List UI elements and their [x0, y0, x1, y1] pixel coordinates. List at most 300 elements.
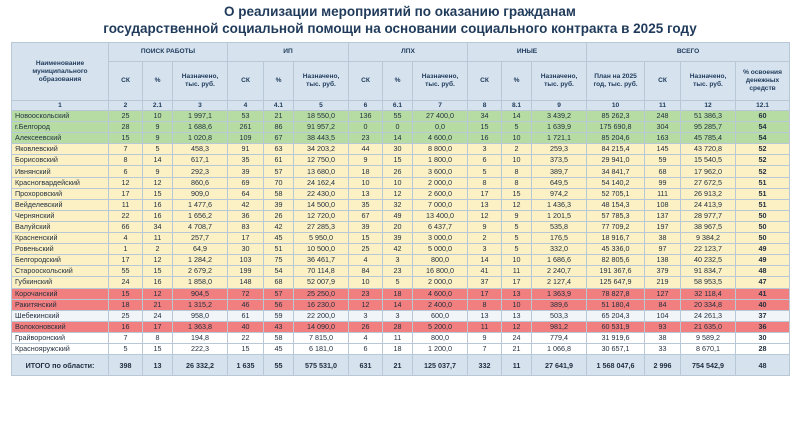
- table-cell: 111: [645, 188, 681, 199]
- table-cell: 18 550,0: [294, 111, 349, 122]
- table-cell: 13: [468, 310, 502, 321]
- header-pct: %: [383, 62, 413, 101]
- table-cell: 11: [502, 266, 532, 277]
- table-cell: 60 531,9: [587, 321, 645, 332]
- table-cell: 10: [349, 177, 383, 188]
- table-cell: 389,6: [532, 299, 587, 310]
- table-cell: 61: [228, 310, 264, 321]
- utilization-percent: 51: [736, 177, 790, 188]
- table-cell: 68: [264, 277, 294, 288]
- table-cell: 44: [349, 144, 383, 155]
- table-cell: 32: [383, 199, 413, 210]
- table-cell: 3: [383, 255, 413, 266]
- title-line-1: О реализации мероприятий по оказанию гражданам: [224, 4, 576, 19]
- table-cell: 145: [645, 144, 681, 155]
- total-cell: 754 542,9: [681, 355, 736, 376]
- table-cell: 248: [645, 111, 681, 122]
- table-cell: 2 000,0: [413, 277, 468, 288]
- table-cell: 57: [264, 288, 294, 299]
- table-cell: 23: [349, 288, 383, 299]
- municipality-name: Шебекинский: [12, 310, 109, 321]
- table-cell: 21: [264, 111, 294, 122]
- header-assigned: Назначено, тыс. руб.: [173, 62, 228, 101]
- municipality-name: Краснояружский: [12, 343, 109, 354]
- table-cell: 3 000,0: [413, 233, 468, 244]
- table-cell: 70 114,8: [294, 266, 349, 277]
- table-cell: 176,5: [532, 233, 587, 244]
- utilization-percent: 40: [736, 299, 790, 310]
- table-cell: 84: [645, 299, 681, 310]
- table-cell: 5: [502, 233, 532, 244]
- table-row: [12, 210, 790, 221]
- header-job-search: ПОИСК РАБОТЫ: [109, 43, 228, 62]
- table-cell: 59: [264, 310, 294, 321]
- table-cell: 125 647,9: [587, 277, 645, 288]
- table-cell: 85 204,6: [587, 133, 645, 144]
- table-cell: 3 439,2: [532, 111, 587, 122]
- table-cell: 97: [645, 244, 681, 255]
- total-cell: 1 635: [228, 355, 264, 376]
- table-cell: 26: [349, 321, 383, 332]
- table-cell: 15: [143, 188, 173, 199]
- table-cell: 137: [645, 210, 681, 221]
- table-cell: 22 430,0: [294, 188, 349, 199]
- table-cell: 13: [468, 199, 502, 210]
- table-cell: 21: [143, 299, 173, 310]
- table-cell: 1 688,6: [173, 122, 228, 133]
- table-cell: 27 672,5: [681, 177, 736, 188]
- municipality-name: г.Белгород: [12, 122, 109, 133]
- table-cell: 40 232,5: [681, 255, 736, 266]
- utilization-percent: 30: [736, 332, 790, 343]
- municipality-name: Вейделевский: [12, 199, 109, 210]
- table-cell: 800,0: [413, 255, 468, 266]
- table-cell: 219: [645, 277, 681, 288]
- table-cell: 67: [349, 210, 383, 221]
- table-cell: 16: [109, 321, 143, 332]
- table-cell: 42: [264, 221, 294, 232]
- table-cell: 64,9: [173, 244, 228, 255]
- table-cell: 53: [228, 111, 264, 122]
- table-row: [12, 166, 790, 177]
- column-number: 9: [532, 101, 587, 111]
- table-cell: 34: [468, 111, 502, 122]
- table-cell: 28: [383, 321, 413, 332]
- table-cell: 222,3: [173, 343, 228, 354]
- table-cell: 30: [228, 244, 264, 255]
- table-cell: 5: [502, 244, 532, 255]
- table-cell: 26: [264, 210, 294, 221]
- column-number: 11: [645, 101, 681, 111]
- table-cell: 5: [383, 277, 413, 288]
- table-cell: 25: [109, 111, 143, 122]
- table-cell: 13 680,0: [294, 166, 349, 177]
- table-cell: 15: [109, 288, 143, 299]
- header-sk: СК: [349, 62, 383, 101]
- table-cell: 4 708,7: [173, 221, 228, 232]
- table-cell: 12: [109, 177, 143, 188]
- table-cell: 8: [143, 332, 173, 343]
- table-cell: 12: [502, 199, 532, 210]
- table-cell: 17: [468, 288, 502, 299]
- table-cell: 1 020,8: [173, 133, 228, 144]
- table-cell: 1: [109, 244, 143, 255]
- table-cell: 38: [645, 233, 681, 244]
- table-cell: 13: [502, 310, 532, 321]
- table-cell: 197: [645, 221, 681, 232]
- table-cell: 70: [264, 177, 294, 188]
- utilization-percent: 60: [736, 111, 790, 122]
- table-cell: 36: [228, 210, 264, 221]
- total-cell: 21: [383, 355, 413, 376]
- table-cell: 91 957,2: [294, 122, 349, 133]
- column-number: 8: [468, 101, 502, 111]
- utilization-percent: 52: [736, 155, 790, 166]
- table-cell: 17: [228, 233, 264, 244]
- total-row: [12, 355, 790, 376]
- table-cell: 17 962,0: [681, 166, 736, 177]
- table-cell: 9 384,2: [681, 233, 736, 244]
- table-cell: 20 334,8: [681, 299, 736, 310]
- table-cell: 18: [109, 299, 143, 310]
- table-cell: 10: [349, 277, 383, 288]
- table-cell: 3 600,0: [413, 166, 468, 177]
- table-cell: 17: [109, 188, 143, 199]
- table-row: [12, 310, 790, 321]
- table-cell: 35: [349, 199, 383, 210]
- column-number: 4: [228, 101, 264, 111]
- table-cell: 13: [349, 188, 383, 199]
- table-cell: 22 123,7: [681, 244, 736, 255]
- table-cell: 4: [349, 332, 383, 343]
- utilization-percent: 49: [736, 255, 790, 266]
- table-cell: 8: [109, 155, 143, 166]
- table-cell: 16: [143, 277, 173, 288]
- table-cell: 11: [143, 233, 173, 244]
- table-cell: 10: [502, 155, 532, 166]
- table-cell: 21: [502, 343, 532, 354]
- utilization-percent: 41: [736, 288, 790, 299]
- table-cell: 8: [502, 166, 532, 177]
- table-row: [12, 332, 790, 343]
- municipality-name: Яковлевский: [12, 144, 109, 155]
- table-cell: 38 967,5: [681, 221, 736, 232]
- table-cell: 2 679,2: [173, 266, 228, 277]
- utilization-percent: 49: [736, 244, 790, 255]
- table-cell: 18 916,7: [587, 233, 645, 244]
- table-cell: 37: [468, 277, 502, 288]
- table-cell: 63: [264, 144, 294, 155]
- table-cell: 17: [502, 277, 532, 288]
- column-number: 12: [681, 101, 736, 111]
- table-cell: 191 367,6: [587, 266, 645, 277]
- table-cell: 981,2: [532, 321, 587, 332]
- table-cell: 54 140,2: [587, 177, 645, 188]
- utilization-percent: 50: [736, 221, 790, 232]
- table-cell: 904,5: [173, 288, 228, 299]
- table-cell: 15: [228, 343, 264, 354]
- table-cell: 15: [349, 233, 383, 244]
- table-cell: 34: [143, 221, 173, 232]
- table-cell: 57: [264, 166, 294, 177]
- header-assigned: Назначено, тыс. руб.: [532, 62, 587, 101]
- table-cell: 12: [468, 210, 502, 221]
- table-cell: 43 720,8: [681, 144, 736, 155]
- table-cell: 617,1: [173, 155, 228, 166]
- table-cell: 15: [109, 133, 143, 144]
- table-cell: 33: [645, 343, 681, 354]
- table-row: [12, 111, 790, 122]
- data-table: [11, 42, 790, 376]
- table-cell: 8: [502, 177, 532, 188]
- table-cell: 59: [645, 155, 681, 166]
- table-cell: 5: [143, 144, 173, 155]
- table-cell: 9 589,2: [681, 332, 736, 343]
- table-cell: 66: [109, 221, 143, 232]
- table-cell: 10: [502, 255, 532, 266]
- table-cell: 1 656,2: [173, 210, 228, 221]
- table-cell: 5 950,0: [294, 233, 349, 244]
- table-cell: 1 858,0: [173, 277, 228, 288]
- table-cell: 14 090,0: [294, 321, 349, 332]
- table-cell: 8 800,0: [413, 144, 468, 155]
- table-cell: 12: [502, 321, 532, 332]
- table-row: [12, 144, 790, 155]
- municipality-name: Новооскольский: [12, 111, 109, 122]
- total-cell: 26 332,2: [173, 355, 228, 376]
- header-sk: СК: [109, 62, 143, 101]
- utilization-percent: 36: [736, 321, 790, 332]
- table-cell: 12 720,0: [294, 210, 349, 221]
- table-cell: 8: [468, 299, 502, 310]
- table-cell: 8 670,1: [681, 343, 736, 354]
- table-cell: 17: [109, 255, 143, 266]
- column-number: 7: [413, 101, 468, 111]
- table-cell: 99: [645, 177, 681, 188]
- table-cell: 10 500,0: [294, 244, 349, 255]
- table-cell: 26 913,2: [681, 188, 736, 199]
- table-cell: 1 201,5: [532, 210, 587, 221]
- table-cell: 0: [349, 122, 383, 133]
- header-name: Наименование муниципального образования: [12, 43, 109, 101]
- table-cell: 14: [468, 255, 502, 266]
- utilization-percent: 52: [736, 144, 790, 155]
- total-label: ИТОГО по области:: [12, 355, 109, 376]
- table-cell: 11: [468, 321, 502, 332]
- table-row: [12, 277, 790, 288]
- total-cell: 398: [109, 355, 143, 376]
- total-cell: 55: [264, 355, 294, 376]
- table-cell: 6: [109, 166, 143, 177]
- column-number-row: [12, 101, 790, 111]
- table-cell: 7: [109, 332, 143, 343]
- table-cell: 48 154,3: [587, 199, 645, 210]
- table-cell: 12: [143, 255, 173, 266]
- table-cell: 22: [228, 332, 264, 343]
- column-number: 2.1: [143, 101, 173, 111]
- table-cell: 11: [109, 199, 143, 210]
- column-number: 10: [587, 101, 645, 111]
- table-cell: 127: [645, 288, 681, 299]
- table-cell: 22: [109, 210, 143, 221]
- table-cell: 1 686,6: [532, 255, 587, 266]
- table-cell: 5 200,0: [413, 321, 468, 332]
- table-cell: 75: [264, 255, 294, 266]
- municipality-name: Чернянский: [12, 210, 109, 221]
- table-cell: 30: [383, 144, 413, 155]
- table-cell: 5: [109, 343, 143, 354]
- table-cell: 84 215,4: [587, 144, 645, 155]
- table-cell: 257,7: [173, 233, 228, 244]
- municipality-name: Валуйский: [12, 221, 109, 232]
- table-cell: 2 400,0: [413, 299, 468, 310]
- column-number: 1: [12, 101, 109, 111]
- total-cell: 2 996: [645, 355, 681, 376]
- table-cell: 17: [143, 321, 173, 332]
- table-cell: 909,0: [173, 188, 228, 199]
- table-cell: 194,8: [173, 332, 228, 343]
- table-cell: 18: [383, 288, 413, 299]
- table-cell: 292,3: [173, 166, 228, 177]
- table-cell: 23: [349, 133, 383, 144]
- header-sk: СК: [228, 62, 264, 101]
- table-cell: 72: [228, 288, 264, 299]
- table-cell: 108: [645, 199, 681, 210]
- table-cell: 1 721,1: [532, 133, 587, 144]
- table-cell: 3: [383, 310, 413, 321]
- table-cell: 55: [109, 266, 143, 277]
- utilization-percent: 51: [736, 188, 790, 199]
- table-cell: 1 477,6: [173, 199, 228, 210]
- table-cell: 332,0: [532, 244, 587, 255]
- table-cell: 5 000,0: [413, 244, 468, 255]
- table-cell: 2 240,7: [532, 266, 587, 277]
- table-cell: 5: [502, 122, 532, 133]
- municipality-name: Ровеньский: [12, 244, 109, 255]
- table-cell: 8: [468, 177, 502, 188]
- table-cell: 15: [143, 266, 173, 277]
- column-number: 4.1: [264, 101, 294, 111]
- header-assigned: Назначено, тыс. руб.: [413, 62, 468, 101]
- table-cell: 2: [502, 144, 532, 155]
- column-number: 8.1: [502, 101, 532, 111]
- table-cell: 7 815,0: [294, 332, 349, 343]
- table-row: [12, 233, 790, 244]
- table-cell: 18: [349, 166, 383, 177]
- table-cell: 24 261,3: [681, 310, 736, 321]
- table-cell: 136: [349, 111, 383, 122]
- total-cell: 48: [736, 355, 790, 376]
- table-cell: 40: [228, 321, 264, 332]
- table-cell: 860,6: [173, 177, 228, 188]
- table-cell: 24: [502, 332, 532, 343]
- municipality-name: Корочанский: [12, 288, 109, 299]
- table-cell: 12: [383, 188, 413, 199]
- municipality-name: Ивнянский: [12, 166, 109, 177]
- table-cell: 1 639,9: [532, 122, 587, 133]
- utilization-percent: 47: [736, 277, 790, 288]
- utilization-percent: 51: [736, 199, 790, 210]
- table-cell: 6: [349, 343, 383, 354]
- title-line-2: государственной социальной помощи на основании социального контракта в 2025 году: [103, 21, 697, 36]
- sub-header-row: [12, 62, 790, 101]
- table-cell: 9: [349, 155, 383, 166]
- table-cell: 7: [468, 343, 502, 354]
- table-cell: 45: [264, 343, 294, 354]
- table-cell: 2 000,0: [413, 177, 468, 188]
- table-cell: 2 127,4: [532, 277, 587, 288]
- table-cell: 259,3: [532, 144, 587, 155]
- table-cell: 36 461,7: [294, 255, 349, 266]
- table-cell: 27 400,0: [413, 111, 468, 122]
- table-row: [12, 122, 790, 133]
- table-row: [12, 288, 790, 299]
- table-cell: 11: [383, 332, 413, 343]
- table-row: [12, 321, 790, 332]
- table-cell: 45 785,4: [681, 133, 736, 144]
- table-cell: 1 284,2: [173, 255, 228, 266]
- table-cell: 68: [645, 166, 681, 177]
- table-cell: 39: [349, 221, 383, 232]
- table-cell: 7 000,0: [413, 199, 468, 210]
- table-cell: 95 285,7: [681, 122, 736, 133]
- table-cell: 45 336,0: [587, 244, 645, 255]
- table-cell: 15: [502, 188, 532, 199]
- table-cell: 9: [143, 166, 173, 177]
- table-cell: 28 977,7: [681, 210, 736, 221]
- table-row: [12, 199, 790, 210]
- table-row: [12, 255, 790, 266]
- header-sk: СК: [645, 62, 681, 101]
- table-cell: 38 443,5: [294, 133, 349, 144]
- table-cell: 15 540,5: [681, 155, 736, 166]
- municipality-name: Алексеевский: [12, 133, 109, 144]
- table-row: [12, 155, 790, 166]
- table-cell: 29 941,0: [587, 155, 645, 166]
- municipality-name: Красногвардейский: [12, 177, 109, 188]
- table-cell: 109: [228, 133, 264, 144]
- table-cell: 16: [143, 210, 173, 221]
- table-cell: 4 600,0: [413, 288, 468, 299]
- table-cell: 77 709,2: [587, 221, 645, 232]
- group-header-row: [12, 43, 790, 62]
- table-cell: 0,0: [413, 122, 468, 133]
- column-number: 12.1: [736, 101, 790, 111]
- table-cell: 6: [468, 155, 502, 166]
- table-cell: 10: [502, 299, 532, 310]
- header-pct: %: [502, 62, 532, 101]
- municipality-name: Ракитянский: [12, 299, 109, 310]
- table-cell: 58: [264, 188, 294, 199]
- total-cell: 1 568 047,6: [587, 355, 645, 376]
- table-row: [12, 299, 790, 310]
- column-number: 2: [109, 101, 143, 111]
- table-cell: 25 250,0: [294, 288, 349, 299]
- table-cell: 535,8: [532, 221, 587, 232]
- table-cell: 12: [349, 299, 383, 310]
- table-cell: 84: [349, 266, 383, 277]
- table-cell: 25: [109, 310, 143, 321]
- table-cell: 28: [109, 122, 143, 133]
- municipality-name: Губкинский: [12, 277, 109, 288]
- table-cell: 600,0: [413, 310, 468, 321]
- header-sk: СК: [468, 62, 502, 101]
- table-cell: 41: [468, 266, 502, 277]
- table-cell: 16: [468, 133, 502, 144]
- total-cell: 11: [502, 355, 532, 376]
- table-cell: 34 203,2: [294, 144, 349, 155]
- municipality-name: Волоконовский: [12, 321, 109, 332]
